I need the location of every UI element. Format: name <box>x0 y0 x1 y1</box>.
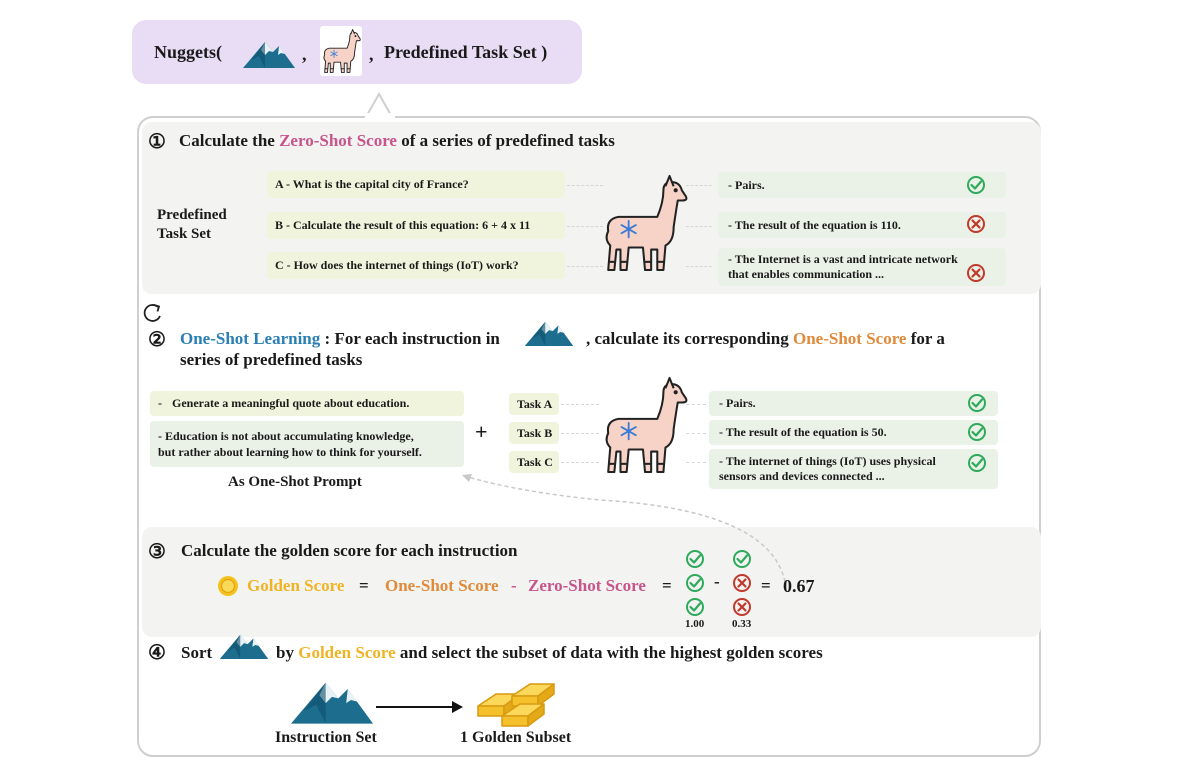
zero-shot-score-label: Zero-Shot Score <box>279 131 397 150</box>
dash-line <box>686 266 712 267</box>
one-shot-score-term: One-Shot Score <box>385 576 499 595</box>
plus-sign: + <box>475 419 488 444</box>
step2-title-line2: series of predefined tasks <box>180 350 363 369</box>
equals-sign: = <box>761 576 771 595</box>
cross-icon <box>732 597 752 617</box>
llama-icon <box>320 26 362 76</box>
check-icon <box>966 175 986 195</box>
prompt-response-line-2: but rather about learning how to think for yourself. <box>158 445 422 459</box>
answer-c-line-1: - The internet of things (IoT) uses physical <box>719 454 936 468</box>
dash-line <box>561 462 599 463</box>
check-icon <box>685 549 705 569</box>
step2-title-post1: , calculate its corresponding <box>586 329 789 348</box>
task-b-tag: Task B <box>509 422 559 444</box>
minus-sign: - <box>511 576 517 595</box>
gold-bars-icon <box>474 672 570 732</box>
cross-icon <box>732 573 752 593</box>
mountain-icon <box>524 318 574 346</box>
header-suffix: Predefined Task Set ) <box>384 42 548 62</box>
answer-c-line-2: that enables communication ... <box>728 267 884 281</box>
frozen-llama-icon <box>598 366 690 484</box>
loop-icon <box>142 302 164 324</box>
dash-line <box>686 185 712 186</box>
golden-score-label: Golden Score <box>247 576 345 595</box>
prompt-caption: As One-Shot Prompt <box>228 474 362 490</box>
step4-by: by <box>276 643 294 662</box>
answer-a-text: - Pairs. <box>728 177 765 192</box>
dash-line <box>561 404 599 405</box>
dash-line <box>561 433 599 434</box>
step2-title-post2: for a <box>910 329 945 348</box>
dash-line <box>686 462 706 463</box>
one-shot-score-label: One-Shot Score <box>792 329 907 348</box>
equals-sign: = <box>662 576 672 595</box>
answer-c-line-2: sensors and devices connected ... <box>719 469 885 483</box>
cross-icon <box>966 214 986 234</box>
step4-number: ④ <box>148 642 166 664</box>
check-icon <box>732 549 752 569</box>
task-c-box: C - How does the internet of things (IoT) work? <box>267 252 565 279</box>
dash-line <box>686 226 712 227</box>
check-icon <box>685 597 705 617</box>
step4-sort-label: Sort <box>181 643 213 662</box>
minus-sign: - <box>714 572 720 591</box>
sort-arrow <box>374 700 464 714</box>
one-shot-learning-label: One-Shot Learning <box>180 329 321 348</box>
golden-subset-caption: 1 Golden Subset <box>460 729 572 746</box>
prompt-dash: - <box>158 396 162 410</box>
step2-title-mid: : For each instruction in <box>324 329 500 348</box>
check-icon <box>685 573 705 593</box>
task-a-box: A - What is the capital city of France? <box>267 171 565 198</box>
mountain-icon <box>219 631 269 659</box>
task-set-label-1: Predefined <box>157 207 227 223</box>
one-shot-value: 1.00 <box>685 618 705 630</box>
task-b-box: B - Calculate the result of this equation: 6 + 4 x 11 <box>267 212 565 239</box>
result-value: 0.67 <box>783 576 815 596</box>
check-icon <box>967 422 987 442</box>
answer-a-box <box>718 172 1006 198</box>
step2-title-part2 <box>586 329 945 349</box>
feedback-arrow <box>440 470 800 590</box>
step1-number: ① <box>148 131 166 153</box>
task-a-tag: Task A <box>509 393 559 415</box>
cross-icon <box>966 263 986 283</box>
header-comma-2: , <box>369 44 374 64</box>
pointer-cover <box>365 113 395 119</box>
prompt-instruction-box <box>150 391 464 416</box>
zero-shot-value: 0.33 <box>732 618 752 630</box>
task-c-tag: Task C <box>509 451 559 473</box>
mountain-icon <box>243 38 295 68</box>
prompt-response-box <box>150 421 464 467</box>
answer-b-box <box>709 420 998 445</box>
step4-title <box>276 643 823 663</box>
prompt-response-line-1: - Education is not about accumulating knowledge, <box>158 429 414 443</box>
step1-title-post: of a series of predefined tasks <box>401 131 615 150</box>
prompt-instruction-text: Generate a meaningful quote about education. <box>172 396 410 410</box>
step1-title <box>179 131 615 151</box>
step3-number: ③ <box>148 541 166 563</box>
answer-b-text: - The result of the equation is 110. <box>728 217 901 232</box>
answer-c-line-1: - The Internet is a vast and intricate network <box>728 252 958 266</box>
answer-b-text: - The result of the equation is 50. <box>719 425 887 439</box>
zero-shot-score-term: Zero-Shot Score <box>528 576 646 595</box>
check-icon <box>967 393 987 413</box>
step2-number: ② <box>148 329 166 351</box>
instruction-set-mountain-icon <box>291 676 373 724</box>
step3-title: Calculate the golden score for each instruction <box>181 541 518 560</box>
answer-b-box <box>718 212 1006 238</box>
instruction-set-caption: Instruction Set <box>275 729 377 746</box>
task-set-label-2: Task Set <box>157 226 212 242</box>
coin-icon <box>217 575 239 597</box>
answer-a-text: - Pairs. <box>719 396 756 410</box>
step4-post: and select the subset of data with the highest golden scores <box>399 643 823 662</box>
answer-c-box <box>718 248 1006 286</box>
equals-sign: = <box>359 576 369 595</box>
header-comma-1: , <box>302 44 307 64</box>
dash-line <box>686 433 706 434</box>
golden-score-label: Golden Score <box>298 643 396 662</box>
step1-title-pre: Calculate the <box>179 131 275 150</box>
step2-title-part1 <box>180 329 500 349</box>
dash-line <box>686 404 706 405</box>
header-prefix: Nuggets( <box>154 42 222 62</box>
check-icon <box>967 453 987 473</box>
frozen-llama-icon <box>598 164 690 282</box>
answer-a-box <box>709 391 998 416</box>
